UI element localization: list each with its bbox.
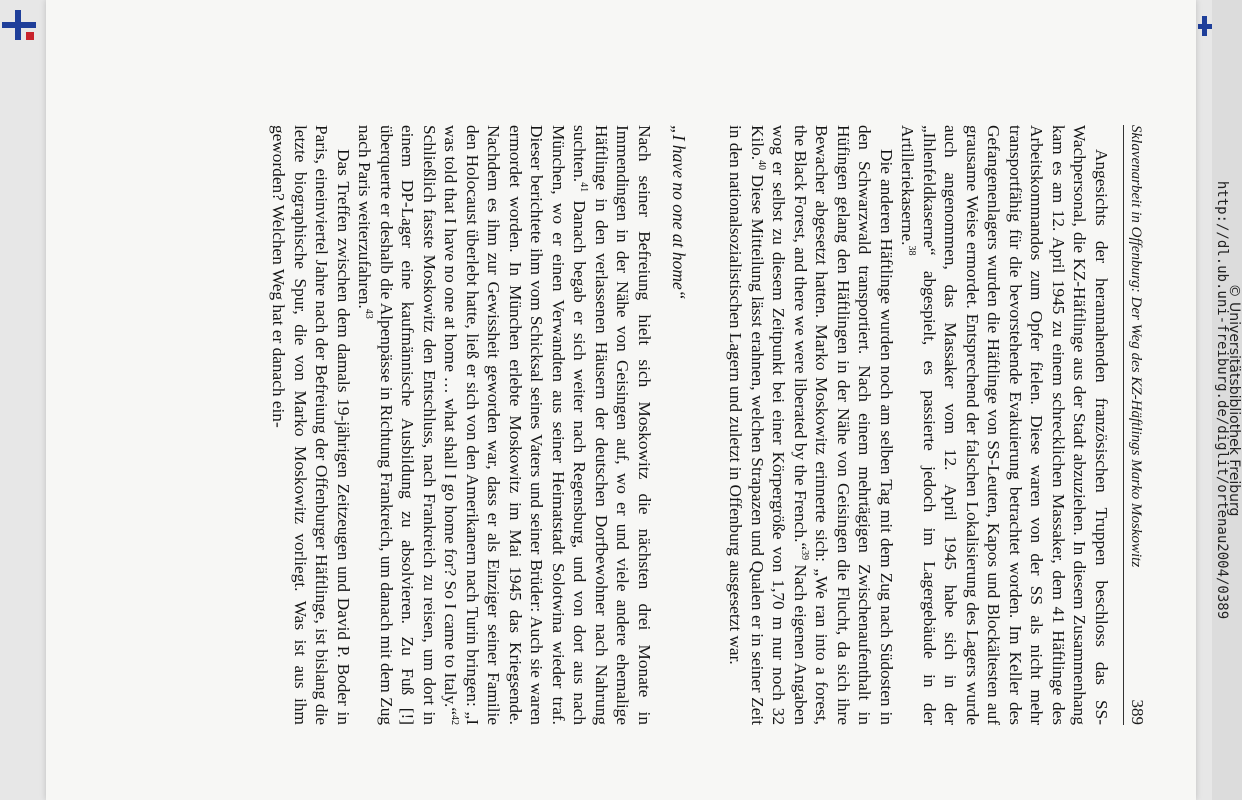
running-header [1123, 125, 1147, 725]
viewer-left-margin [0, 0, 46, 800]
paragraph [354, 125, 655, 725]
running-title: Sklavenarbeit in Offenburg: Der Weg des KZ-Häftlings Marko Moskowitz [1128, 125, 1144, 568]
paragraph-text: Das Treffen zwischen dem damals 19-jährigen Zeitzeugen und David P. Boder in Paris, eineinviertel Jahre nach der Befreiung der Offenburger Häftlinge, ist bislang die letzte biographische Spur, die von Marko Moskowitz vorliegt. Was ist aus ihm geworden? Welchen Weg hat er danach ein- [269, 125, 353, 725]
page-content [92, 0, 1242, 800]
footnote-ref: 38 [906, 245, 918, 256]
watermark-url: http://dl.ub.uni-freiburg.de/diglit/ortenau2004/0389 [1214, 180, 1230, 620]
rotated-document-page [92, 0, 1242, 800]
paragraph-text: Die anderen Häftlinge wurden noch am selben Tag mit dem Zug nach Südosten in den Schwarzwald transportiert. Nach einem mehrtägigen Zwischenaufenthalt in Hüfingen gelang den Häftlingen in der Nähe von Geisingen die Flucht, da sich ihre Bewacher abgesetzt hatten. Marko Moskowitz erinnerte sich: „We ran into a forest, the Black Forest, and there we were liberated by the French.“ [791, 125, 896, 725]
library-logo-icon [2, 10, 36, 40]
paragraph-text: Diese Mitteilung lässt erahnen, welchen Strapazen und Qualen er in seiner Zeit in den nationalsozialistischen Lagern und zuletzt in Offenburg ausgesetzt war. [726, 125, 767, 725]
footnote-ref: 42 [449, 715, 461, 725]
paragraph [897, 125, 1112, 725]
paragraph-text: Schließlich fasste Moskowitz den Entschluss, nach Frankreich zu reisen, um dort in einem DP-Lager eine kaufmännische Ausbildung zu absolvieren. Zu Fuß [!] überquerte er deshalb die Alpenpässe in Richtung Frankreich, um danach mit dem Zug nach Paris weiterzufahren. [355, 125, 439, 725]
watermark-copyright: © Universitätsbibliothek Freiburg [1226, 283, 1242, 517]
footnote-ref: 43 [363, 308, 375, 319]
page-number: 389 [1128, 699, 1147, 725]
paragraph-text: Nach seiner Befreiung hielt sich Moskowitz die nächsten drei Monate in Immendingen in der Nähe von Geisingen auf, wo er und viele andere ehemalige Häftlinge in den verlassenen Häusern der deutschen Dorfbewohner nach Nahrung suchten. [570, 125, 654, 725]
paragraph-text: Angesichts der herannahenden französischen Truppen beschloss das SS-Wachpersonal, die KZ-Häftlinge aus der Stadt abzuziehen. In diesem Zusammenhang kam es am 12. April 1945 zu einem schrecklichen Massaker, dem 41 Häftlinge des Arbeitskommandos zum Opfer fielen. Diese waren von der SS als nicht mehr transportfähig für die bevorstehende Evakuierung betrachtet worden. Im Keller des Gefangenenlagers wurden die Häftlinge von SS-Leuten, Kapos und Blockältesten auf grausame Weise ermordet. Entsprechend der falschen Lokalisierung des Lagers wurde auch angenommen, das Massaker vom 12. April 1945 habe sich in der „Ihlenfeldkaserne“ abgespielt, es passierte jedoch im Lagergebäude in der Artilleriekaserne. [898, 125, 1111, 725]
footnote-ref: 39 [798, 550, 810, 561]
text-block-upper [725, 125, 1112, 725]
footnote-ref: 40 [755, 160, 767, 171]
paragraph [725, 125, 897, 725]
paragraph [268, 125, 354, 725]
paragraph-text: Nach eigenen Angaben wog er selbst zu diesem Zeitpunkt bei einer Körpergröße von 1,70 m nur noch 32 Kilo. [748, 125, 810, 725]
footnote-ref: 41 [578, 182, 590, 193]
text-block-lower [268, 125, 655, 725]
section-title: „I have no one at home“ [669, 125, 689, 300]
paragraph-text: Danach begab er sich weiter nach Regensburg, und von dort aus nach München, wo er einen Verwandten aus seiner Heimatstadt Solotwina wieder traf. Dieser berichtete ihm vom Schicksal seines Vaters und seiner Brüder: Auch sie waren ermordet worden. In München erlebte Moskowitz im Mai 1945 das Kriegsende. Nachdem es ihm zur Gewissheit geworden war, dass er als Einziger seiner Familie den Holocaust überlebt hatte, ließ er sich von den Amerikanern nach Turin bringen: „I was told that I have no one at home … what shall I go home for? So I came to Italy.“ [441, 125, 590, 725]
